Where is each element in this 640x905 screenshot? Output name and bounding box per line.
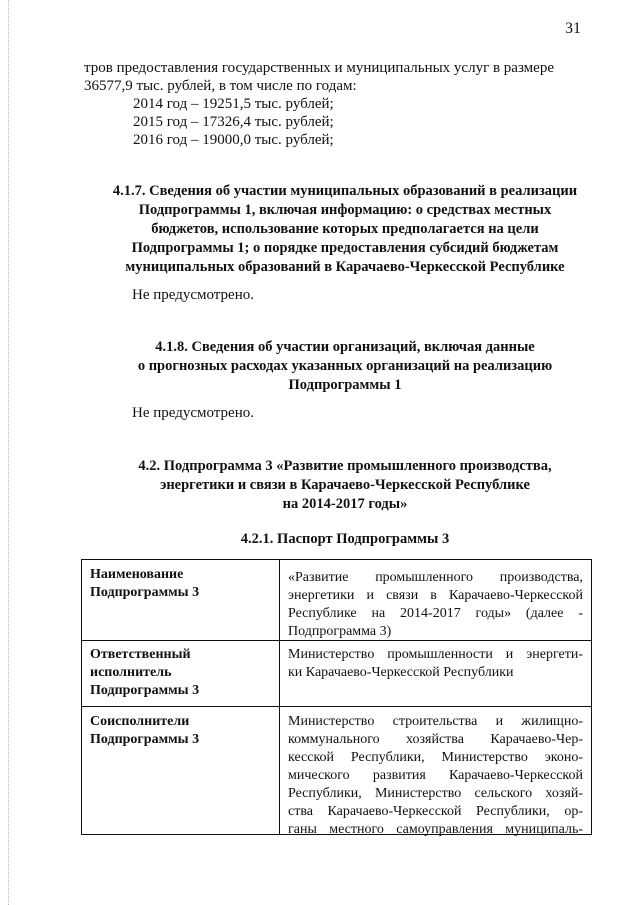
table-row-3-value-line-3: кесской Республики, Министерство эконо-	[288, 750, 583, 765]
table-row-3-label-line-1: Соисполнители	[90, 714, 190, 729]
year-2014-line: 2014 год – 19251,5 тыс. рублей;	[133, 96, 334, 112]
section-4-1-7-line-4: Подпрограммы 1; о порядке предоставления субсидий бюджетам	[131, 240, 559, 256]
table-row-1-label	[90, 566, 199, 602]
table-row-2-label-line-3: Подпрограммы 3	[90, 683, 200, 698]
table-row-2-label-line-1: Ответственный	[90, 647, 191, 662]
intro-line-2: 36577,9 тыс. рублей, в том числе по годам:	[84, 78, 357, 94]
section-4-2-line-2: энергетики и связи в Карачаево-Черкесской Республике	[160, 477, 530, 493]
table-row-3-value	[288, 713, 583, 839]
table-row-1-label-line-1: Наименование	[90, 567, 184, 582]
table-row-1-label-line-2: Подпрограммы 3	[90, 585, 200, 600]
table-row-2-value	[288, 646, 583, 682]
table-row-1-value-line-3: Республике на 2014-2017 годы» (далее -	[288, 606, 583, 621]
section-4-1-8-line-3: Подпрограммы 1	[288, 377, 402, 393]
section-4-1-7-line-2: Подпрограммы 1, включая информацию: о средствах местных	[138, 202, 552, 218]
year-2016-line: 2016 год – 19000,0 тыс. рублей;	[133, 132, 334, 148]
table-row-3-label-line-2: Подпрограммы 3	[90, 732, 200, 747]
table-row-2-label	[90, 646, 199, 700]
table-row-3-label	[90, 713, 199, 749]
section-4-1-7-line-3: бюджетов, использование которых предполагается на цели	[151, 221, 539, 237]
table-row-3-value-line-4: мического развития Карачаево-Черкесской	[288, 768, 583, 783]
table-row-2-label-line-2: исполнитель	[90, 665, 172, 680]
table-row-3-value-line-1: Министерство строительства и жилищно-	[288, 714, 583, 729]
table-row-2-value-line-1: Министерство промышленности и энергети-	[288, 647, 583, 662]
table-row-1-value-line-4: Подпрограмма 3)	[288, 624, 392, 639]
table-row-3-value-line-6: ства Карачаево-Черкесской Республики, ор-	[288, 804, 583, 819]
section-4-1-7-heading	[80, 182, 610, 277]
section-4-1-7-note: Не предусмотрено.	[132, 287, 254, 303]
section-4-1-8-line-2: о прогнозных расходах указанных организаций на реализацию	[137, 358, 553, 374]
table-row-2-value-line-2: ки Карачаево-Черкесской Республики	[288, 665, 514, 680]
passport-table	[81, 559, 592, 835]
section-4-1-8-heading	[80, 338, 610, 395]
section-4-2-line-1: 4.2. Подпрограмма 3 «Развитие промышленного производства,	[138, 458, 552, 474]
table-row-1-value-line-1: «Развитие промышленного производства,	[288, 570, 583, 585]
table-column-divider	[279, 560, 280, 834]
section-4-2-1-title: 4.2.1. Паспорт Подпрограммы 3	[240, 531, 450, 547]
section-4-1-8-line-1: 4.1.8. Сведения об участии организаций, включая данные	[155, 339, 535, 355]
section-4-2-heading	[80, 457, 610, 514]
table-row-1-value	[288, 569, 583, 641]
page-number: 31	[565, 20, 581, 37]
table-row-3-value-line-5: Республики, Министерство сельского хозяй-	[288, 786, 583, 801]
year-2015-line: 2015 год – 17326,4 тыс. рублей;	[133, 114, 334, 130]
table-row-3-value-line-2: коммунального хозяйства Карачаево-Чер-	[288, 732, 583, 747]
section-4-2-line-3: на 2014-2017 годы»	[282, 496, 408, 512]
table-row-1-value-line-2: энергетики и связи в Карачаево-Черкесской	[288, 588, 583, 603]
table-row-divider-2	[82, 706, 591, 707]
intro-line-1: тров предоставления государственных и муниципальных услуг в размере	[84, 60, 554, 76]
table-row-3-value-line-7: ганы местного самоуправления муниципаль-	[288, 822, 583, 837]
section-4-2-1-heading	[80, 530, 610, 549]
section-4-1-7-line-1: 4.1.7. Сведения об участии муниципальных образований в реализации	[112, 183, 578, 199]
binding-edge	[8, 0, 9, 905]
section-4-1-7-line-5: муниципальных образований в Карачаево-Черкесской Республике	[125, 259, 565, 275]
section-4-1-8-note: Не предусмотрено.	[132, 405, 254, 421]
